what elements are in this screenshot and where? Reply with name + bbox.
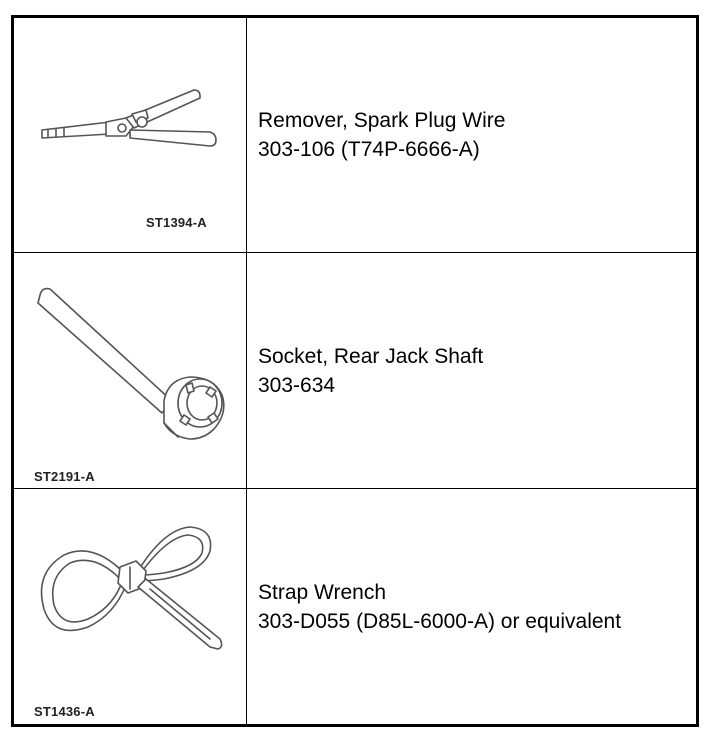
tool-part-number: 303-106 (T74P-6666-A) <box>258 138 480 161</box>
spark-plug-wire-remover-icon <box>14 18 247 253</box>
tool-name: Socket, Rear Jack Shaft <box>258 344 484 368</box>
tool-illustration-cell <box>14 253 247 488</box>
illustration-code: ST1394-A <box>146 215 207 230</box>
tool-description-cell <box>248 253 696 488</box>
tool-part-number: 303-D055 (D85L-6000-A) or equivalent <box>258 609 622 633</box>
tool-row <box>14 253 696 489</box>
rear-jack-shaft-socket-icon <box>14 253 247 489</box>
tool-row <box>14 489 696 724</box>
tool-row <box>14 18 696 253</box>
strap-wrench-icon <box>14 489 247 724</box>
tool-name: Remover, Spark Plug Wire <box>258 109 506 132</box>
tool-description-cell <box>248 489 696 724</box>
special-tools-table <box>11 15 699 727</box>
tool-illustration-cell <box>14 489 247 724</box>
tool-illustration-cell <box>14 18 247 252</box>
tool-description-cell <box>248 18 696 252</box>
tool-part-number: 303-634 <box>258 373 336 397</box>
tool-name: Strap Wrench <box>258 580 386 604</box>
illustration-code: ST2191-A <box>34 469 95 484</box>
illustration-code: ST1436-A <box>34 704 95 719</box>
